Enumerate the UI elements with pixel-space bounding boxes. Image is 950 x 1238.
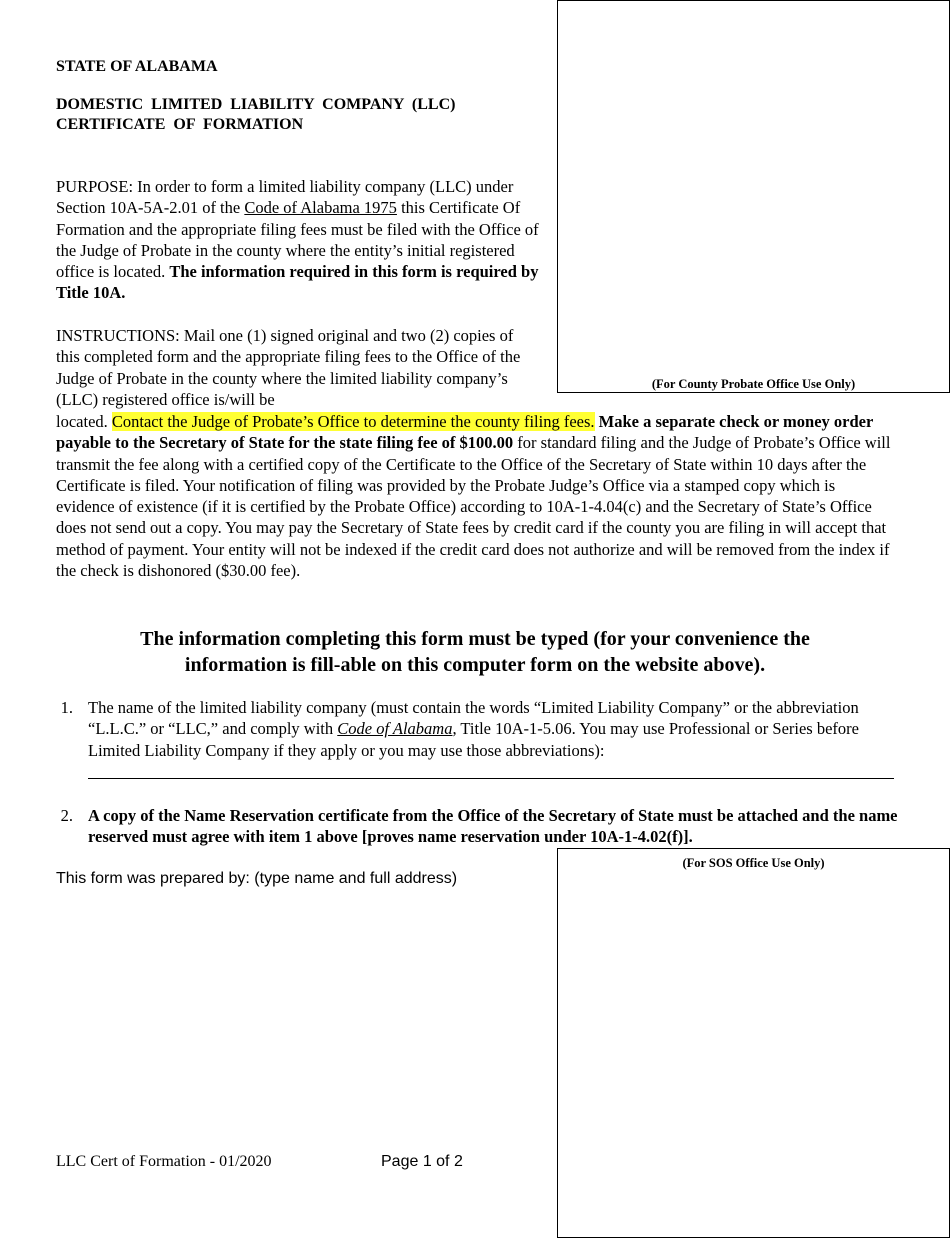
item1-text-a: The name of the limited liability company (must contain the words “Limited Liability Company” or the abbreviation “L.L.C.” or “LLC,” and comply with	[88, 698, 859, 739]
prepared-by-label: This form was prepared by: (type name and full address)	[56, 870, 458, 887]
sos-box-caption: (For SOS Office Use Only)	[682, 856, 825, 870]
purpose-paragraph	[56, 176, 541, 304]
purpose-middle: this Certificate Of Formation and the appropriate filing fees must be filed with the Office of the Judge of Probate in the county where the entity’s initial registered office is located.	[56, 198, 539, 282]
typed-notice-line2: information is fill-able on this computer form on the website above).	[184, 654, 766, 676]
item1-code-ref: Code of Alabama	[337, 719, 453, 739]
item1-text	[88, 697, 903, 761]
purpose-required-note: The information required in this form is required by Title 10A.	[56, 262, 539, 303]
page-number: Page 1 of 2	[381, 1153, 463, 1170]
form-title	[56, 95, 455, 135]
item2-text	[88, 805, 900, 848]
instructions-rest: for standard filing and the Judge of Probate’s Office will transmit the fee along with a certified copy of the Certificate to the Office of the Secretary of State within 10 days after the Certificate is filed. Your notification of filing was provided by the Probate Judge’s Office via a stamped copy which is evidence of existence (if it is certified by the Probate Office) according to 10A-1-4.04(c) and the Secretary of State’s Office does not send out a copy. You may pay the Secretary of State fees by credit card if the county you are filing in will accept that method of payment. Your entity will not be indexed if the credit card does not authorize and will be removed from the index if the check is dishonored ($30.00 fee).	[56, 433, 891, 581]
purpose-prefix: PURPOSE: In order to form a limited liability company (LLC) under Section 10A-5A-2.01 of the	[56, 177, 514, 218]
probate-box-caption: (For County Probate Office Use Only)	[651, 377, 856, 391]
prepared-by-field[interactable]	[56, 896, 536, 1116]
llc-name-field[interactable]	[88, 757, 894, 779]
instructions-top: INSTRUCTIONS: Mail one (1) signed original and two (2) copies of this completed form and the appropriate filing fees to the Office of the Judge of Probate in the county where the limited liability company’s (LLC) registered office is/will be	[56, 326, 521, 409]
instructions-located: located.	[56, 412, 112, 431]
item1-text-b: , Title 10A-1-5.06. You may use Professional or Series before Limited Liability Company if they apply or you may use those abbreviations):	[88, 719, 859, 760]
code-of-alabama-link: Code of Alabama 1975	[244, 198, 397, 218]
state-heading: STATE OF ALABAMA	[56, 58, 218, 75]
instructions-body	[56, 411, 894, 581]
county-fee-highlight: Contact the Judge of Probate’s Office to determine the county filing fees.	[111, 412, 595, 431]
form-id-footer: LLC Cert of Formation - 01/2020	[56, 1153, 272, 1170]
probate-office-box	[557, 0, 950, 393]
form-title-line1: DOMESTIC LIMITED LIABILITY COMPANY (LLC)	[56, 96, 456, 113]
item2-text-body: A copy of the Name Reservation certificate from the Office of the Secretary of State must be attached and the name reserved must agree with item 1 above [proves name reservation under 10A-1-4.02(f)].	[88, 806, 898, 847]
typed-notice-line1: The information completing this form must be typed (for your convenience the	[140, 628, 810, 650]
item1-number: 1.	[60, 698, 73, 717]
form-title-line2: CERTIFICATE OF FORMATION	[56, 116, 304, 133]
typed-notice	[56, 626, 894, 678]
state-fee-note: Make a separate check or money order payable to the Secretary of State for the state filing fee of $100.00	[56, 412, 874, 453]
sos-office-box	[557, 848, 950, 1238]
item2-number: 2.	[60, 806, 73, 825]
